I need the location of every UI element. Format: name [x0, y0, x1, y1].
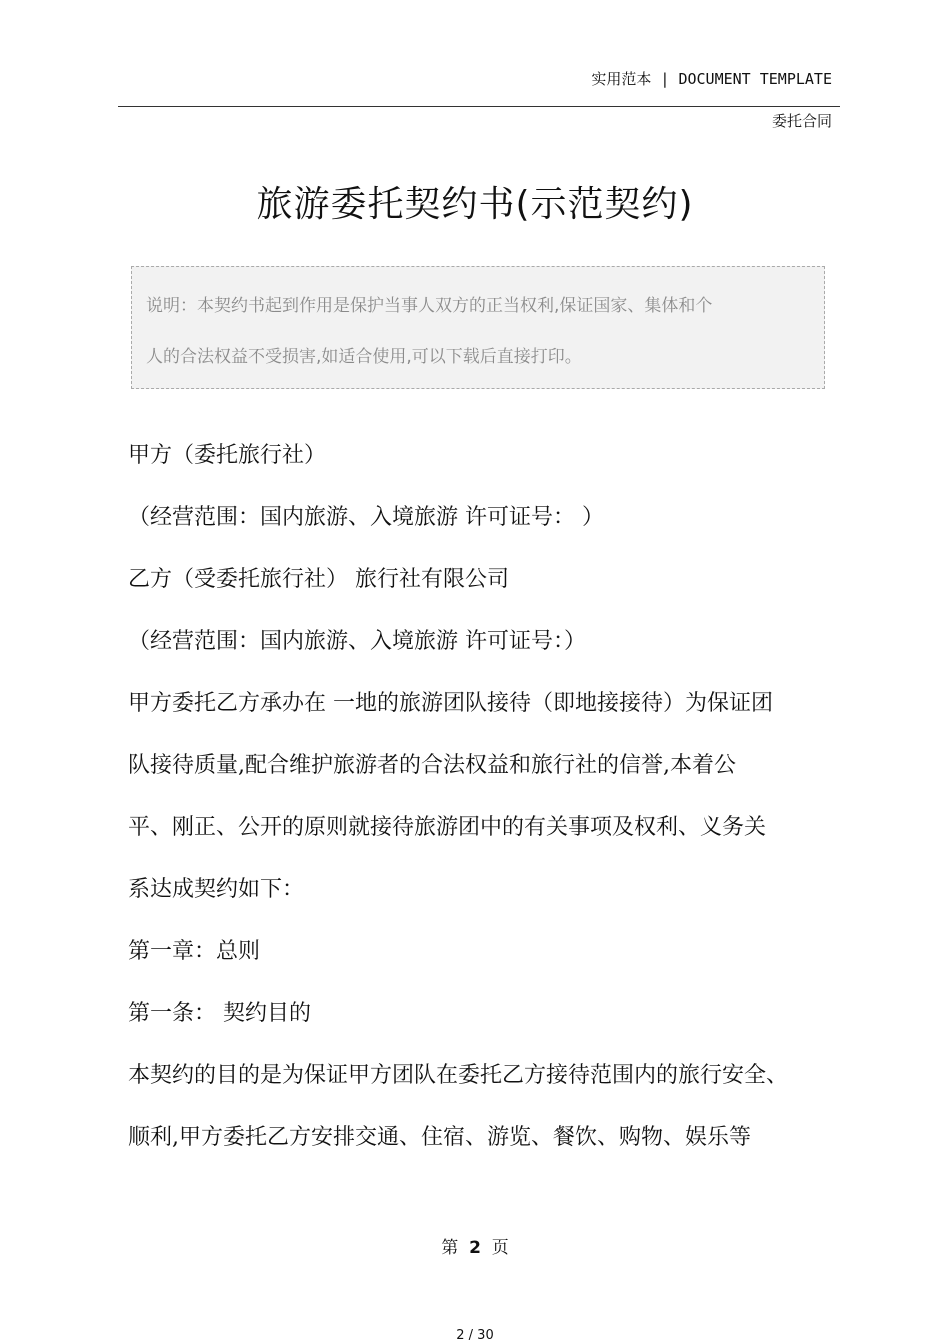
body-line: 乙方（受委托旅行社） 旅行社有限公司 — [128, 567, 509, 592]
body-line: 平、刚正、公开的原则就接待旅游团中的有关事项及权利、义务关 — [128, 815, 767, 840]
note-line-2: 人的合法权益不受损害,如适合使用,可以下载后直接打印。 — [146, 347, 582, 367]
body-line: 甲方委托乙方承办在 一地的旅游团队接待（即地接接待）为保证团 — [128, 691, 773, 716]
note-box — [131, 266, 825, 389]
page-number-value: 2 — [469, 1238, 481, 1258]
document-body — [128, 425, 844, 1169]
document-title: 旅游委托契约书(示范契约) — [256, 184, 694, 225]
body-line: 系达成契约如下： — [128, 877, 305, 902]
page-prefix: 第 — [441, 1238, 459, 1258]
page-count: 2 / 30 — [456, 1328, 494, 1343]
body-line: 顺利,甲方委托乙方安排交通、住宿、游览、餐饮、购物、娱乐等 — [128, 1125, 751, 1150]
page-number — [0, 1233, 950, 1258]
body-line: 队接待质量,配合维护旅游者的合法权益和旅行社的信誉,本着公 — [128, 753, 736, 778]
chapter-heading: 第一章：总则 — [128, 939, 261, 964]
body-line: 本契约的目的是为保证甲方团队在委托乙方接待范围内的旅行安全、 — [128, 1063, 789, 1088]
note-line-1: 说明：本契约书起到作用是保护当事人双方的正当权利,保证国家、集体和个 — [146, 296, 713, 316]
page-suffix: 页 — [491, 1238, 509, 1258]
header-divider — [118, 106, 840, 107]
header-category: 委托合同 — [771, 112, 832, 130]
body-line: （经营范围：国内旅游、入境旅游 许可证号：） — [128, 629, 586, 654]
body-line: 甲方（委托旅行社） — [128, 443, 327, 468]
header-brand: 实用范本 | DOCUMENT TEMPLATE — [591, 70, 832, 88]
body-line: （经营范围：国内旅游、入境旅游 许可证号： ） — [128, 505, 604, 530]
article-heading: 第一条： 契约目的 — [128, 1001, 311, 1026]
